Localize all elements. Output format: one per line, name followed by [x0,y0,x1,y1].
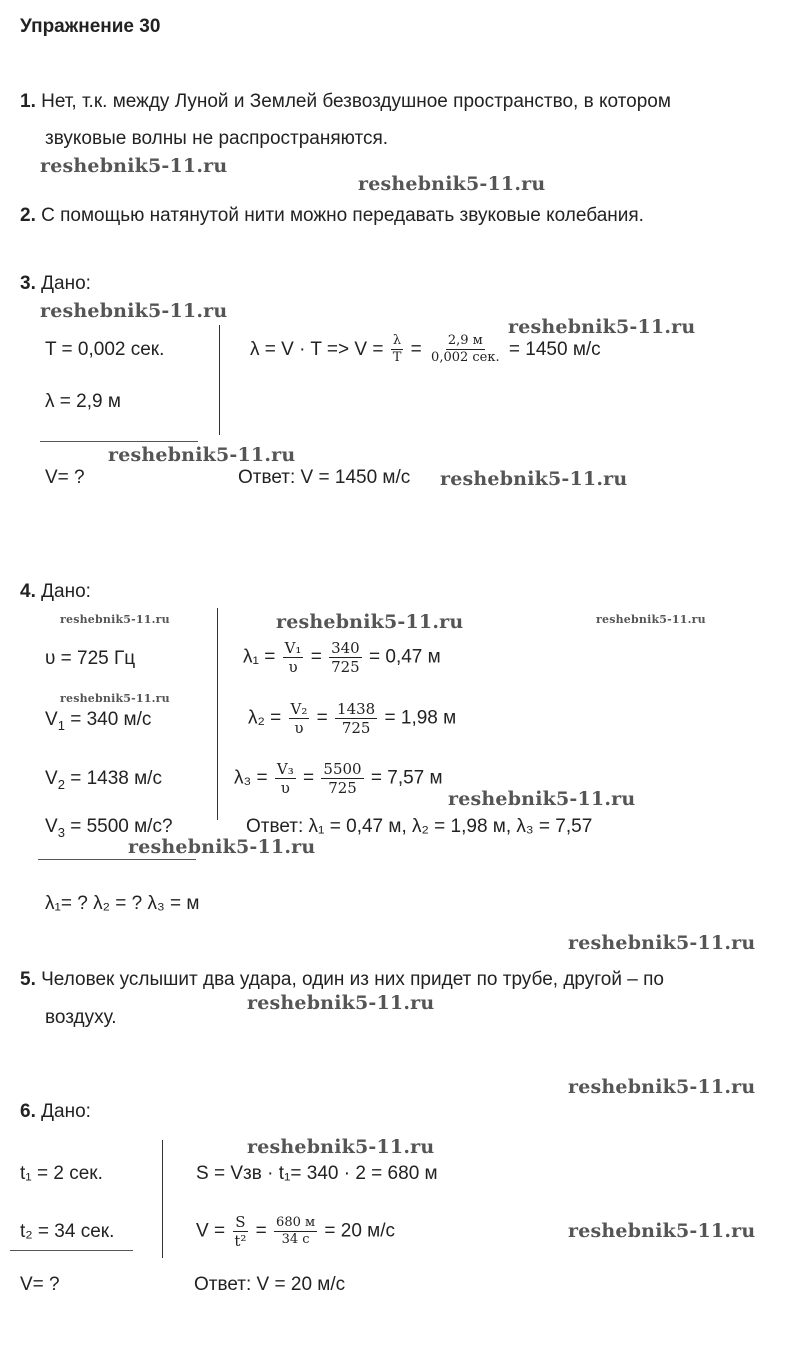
watermark: reshebnik5-11.ru [247,1136,435,1158]
divider-horizontal [38,859,196,860]
question-1 [20,85,671,119]
find-value: λ₁= ? λ₂ = ? λ₃ = м [45,893,200,914]
given-value: $V_3 = 5500$ м/с? [45,816,173,840]
fraction: $\frac{\text{V₂}}{\upsilon}$ [290,700,308,737]
solution-formula: S = Vзв · t₁= 340 · 2 = 680 м [196,1163,438,1184]
given-value: t₂ = 34 сек. [20,1221,115,1242]
watermark: reshebnik5-11.ru [247,992,435,1014]
fraction: $\frac{S}{\text{t²}}$ [234,1213,247,1250]
given-label: Дано: [41,1101,91,1122]
page-title: Упражнение 30 [20,16,161,37]
fraction: $\frac{2,9 м}{\text{0,002 сек.}}$ [431,333,500,366]
watermark: reshebnik5-11.ru [40,155,228,177]
question-number: 6. [20,1101,36,1122]
watermark: reshebnik5-11.ru [596,613,706,626]
fraction: $\frac{5500}{725}$ [323,760,362,797]
watermark: reshebnik5-11.ru [508,316,696,338]
watermark: reshebnik5-11.ru [568,932,756,954]
question-6-header [20,1095,91,1129]
answer-text: Ответ: λ₁ = 0,47 м, λ₂ = 1,98 м, λ₃ = 7,57 [246,816,593,837]
given-value: $V_1 = 340$ м/с [45,709,152,733]
find-value: V= ? [45,467,85,488]
watermark: reshebnik5-11.ru [568,1220,756,1242]
given-value: υ = 725 Гц [45,648,136,669]
watermark: reshebnik5-11.ru [128,836,316,858]
given-value: λ = 2,9 м [45,391,121,412]
solution-formula: λ₁ = $\frac{\text{V₁}}{\upsilon}$ = $\frac{340}{725}$ = 0,47 м [243,639,441,676]
solution-formula: λ = V · T => V = $\frac{\lambda}{T}$ = $\frac{2,9 м}{\text{0,002 сек.}}$ = 1450 м/с [250,333,601,366]
question-number: 5. [20,969,36,990]
fraction: $\frac{1438}{725}$ [337,700,376,737]
solution-formula: λ₃ = $\frac{\text{V₃}}{\upsilon}$ = $\frac{5500}{725}$ = 7,57 м [234,760,443,797]
given-value: $V_2 = 1438$ м/с [45,768,162,792]
fraction: $\frac{\lambda}{T}$ [392,333,402,366]
question-number: 1. [20,91,36,112]
divider-horizontal [10,1250,133,1251]
question-5-line-2: воздуху. [45,1007,117,1028]
given-label: Дано: [41,581,91,602]
fraction: $\frac{\text{V₁}}{\upsilon}$ [284,639,302,676]
watermark: reshebnik5-11.ru [440,468,628,490]
question-4-header [20,575,91,609]
watermark: reshebnik5-11.ru [358,173,546,195]
watermark: reshebnik5-11.ru [108,444,296,466]
watermark: reshebnik5-11.ru [60,613,170,626]
find-value: V= ? [20,1274,60,1295]
fraction: $\frac{680 м}{34 с}$ [276,1215,316,1247]
question-2 [20,199,644,233]
answer-text: Человек услышит два удара, один из них придет по трубе, другой – по [41,969,664,990]
answer-text: Ответ: V = 20 м/с [194,1274,346,1295]
fraction: $\frac{\text{V₃}}{\upsilon}$ [276,760,294,797]
answer-text: Ответ: V = 1450 м/с [238,467,411,488]
divider-vertical [162,1140,163,1258]
watermark: reshebnik5-11.ru [40,300,228,322]
given-label: Дано: [41,273,91,294]
given-value: t₁ = 2 сек. [20,1163,103,1184]
solution-formula: λ₂ = $\frac{\text{V₂}}{\upsilon}$ = $\frac{1438}{725}$ = 1,98 м [248,700,457,737]
solution-formula: V = $\frac{S}{\text{t²}}$ = $\frac{680 м}{34 с}$ = 20 м/с [196,1213,396,1250]
divider-vertical [219,325,220,435]
question-number: 2. [20,205,36,226]
watermark: reshebnik5-11.ru [276,611,464,633]
question-1-line-2: звуковые волны не распространяются. [45,128,389,149]
watermark: reshebnik5-11.ru [60,692,170,705]
divider-vertical [217,608,218,820]
divider-horizontal [40,441,198,442]
question-3-header [20,267,91,301]
fraction: $\frac{340}{725}$ [331,639,360,676]
given-value: T = 0,002 сек. [45,339,165,360]
answer-text: Нет, т.к. между Луной и Землей безвоздушное пространство, в котором [41,91,671,112]
watermark: reshebnik5-11.ru [448,788,636,810]
question-number: 4. [20,581,36,602]
watermark: reshebnik5-11.ru [568,1076,756,1098]
question-number: 3. [20,273,36,294]
answer-text: С помощью натянутой нити можно передавать звуковые колебания. [41,205,644,226]
